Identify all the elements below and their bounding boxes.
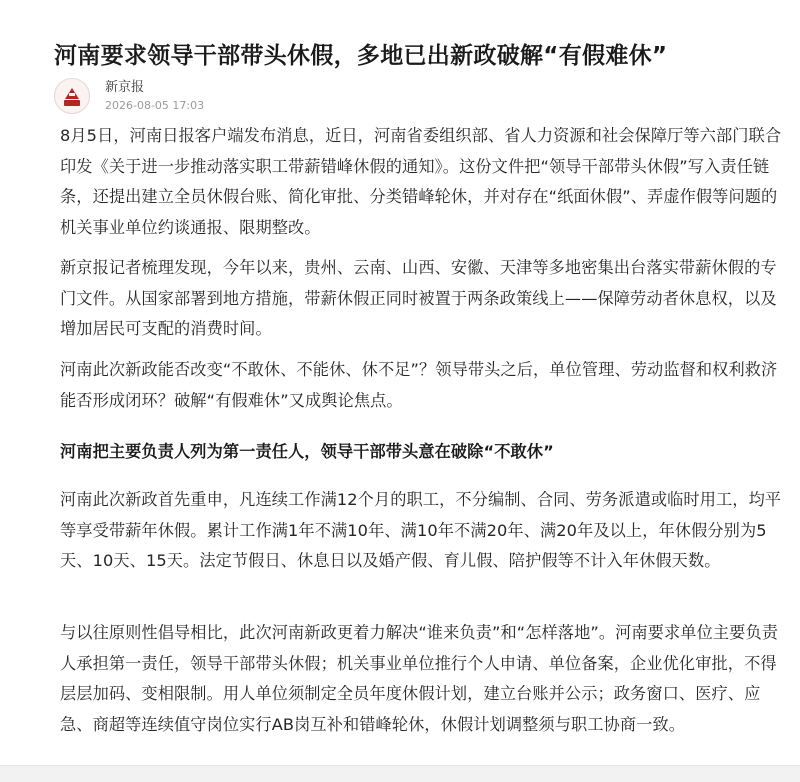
source-name[interactable]: 新京报 bbox=[105, 79, 145, 95]
newspaper-logo-icon bbox=[55, 79, 89, 113]
paragraph-1: 8月5日，河南日报客户端发布消息，近日，河南省委组织部、省人力资源和社会保障厅等六部门联合印发《关于进一步推动落实职工带薪错峰休假的通知》。这份文件把“领导干部带头休假”写入责任链条，还提出建立全员休假台账、简化审批、分类错峰轮休，并对存在“纸面休假”、弄虚作假等问题的机关事业单位约谈通报、限期整改。 bbox=[60, 126, 782, 237]
section-heading: 河南把主要负责人列为第一责任人，领导干部带头意在破除“不敢休” bbox=[60, 442, 554, 461]
paragraph-2: 新京报记者梳理发现，今年以来，贵州、云南、山西、安徽、天津等多地密集出台落实带薪休假的专门文件。从国家部署到地方措施，带薪休假正同时被置于两条政策线上——保障劳动者休息权，以及增加居民可支配的消费时间。 bbox=[60, 258, 777, 338]
source-meta bbox=[105, 79, 204, 114]
bottom-bar bbox=[0, 765, 800, 782]
source-header bbox=[54, 76, 204, 116]
publish-time: 2026-08-05 17:03 bbox=[105, 98, 205, 112]
paragraph-3: 河南此次新政能否改变“不敢休、不能休、休不足”？领导带头之后，单位管理、劳动监督和权利救济能否形成闭环？破解“有假难休”又成舆论焦点。 bbox=[60, 360, 778, 410]
paragraph-5: 与以往原则性倡导相比，此次河南新政更着力解决“谁来负责”和“怎样落地”。河南要求单位主要负责人承担第一责任，领导干部带头休假；机关事业单位推行个人申请、单位备案，企业优化审批，不得层层加码、变相限制。用人单位须制定全员年度休假计划，建立台账并公示；政务窗口、医疗、应急、商超等连续值守岗位实行AB岗互补和错峰轮休，休假计划调整须与职工协商一致。 bbox=[60, 623, 779, 734]
source-avatar[interactable] bbox=[54, 78, 90, 114]
article-title: 河南要求领导干部带头休假，多地已出新政破解“有假难休” bbox=[54, 43, 668, 69]
paragraph-4: 河南此次新政首先重申，凡连续工作满12个月的职工，不分编制、合同、劳务派遣或临时用工，均平等享受带薪年休假。累计工作满1年不满10年、满10年不满20年、满20年及以上，年休假分别为5天、10天、15天。法定节假日、休息日以及婚产假、育儿假、陪护假等不计入年休假天数。 bbox=[60, 490, 782, 570]
